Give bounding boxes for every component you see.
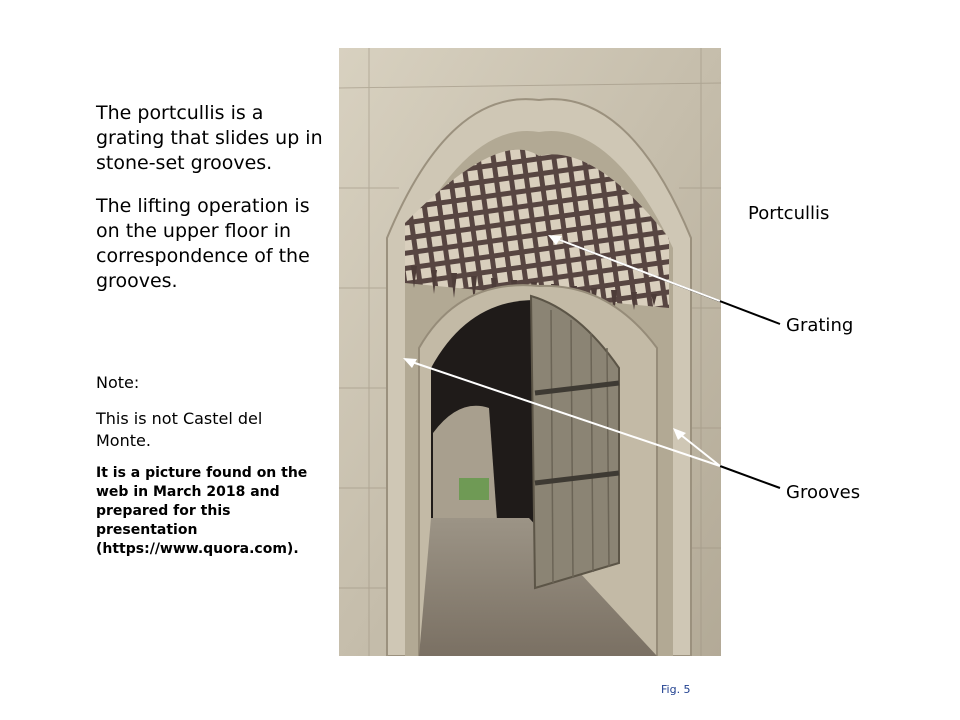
- grooves-line-dark: [720, 466, 780, 488]
- description-lifting: The lifting operation is on the upper floor in correspondence of the grooves.: [96, 195, 310, 292]
- label-grooves: Grooves: [786, 482, 861, 503]
- label-portcullis: Portcullis: [748, 203, 830, 224]
- note-label: Note:: [96, 373, 140, 392]
- label-grating: Grating: [786, 315, 854, 336]
- description-portcullis: The portcullis is a grating that slides up in stone-set grooves.: [96, 102, 323, 174]
- castle-gate-photo: [339, 48, 721, 656]
- note-text: This is not Castel del Monte.: [96, 409, 263, 450]
- figure-caption: Fig. 5: [661, 683, 691, 696]
- image-credit: It is a picture found on the web in March 2018 and prepared for this presentation (https://www.quora.com).: [96, 465, 308, 557]
- courtyard-grass: [459, 478, 489, 500]
